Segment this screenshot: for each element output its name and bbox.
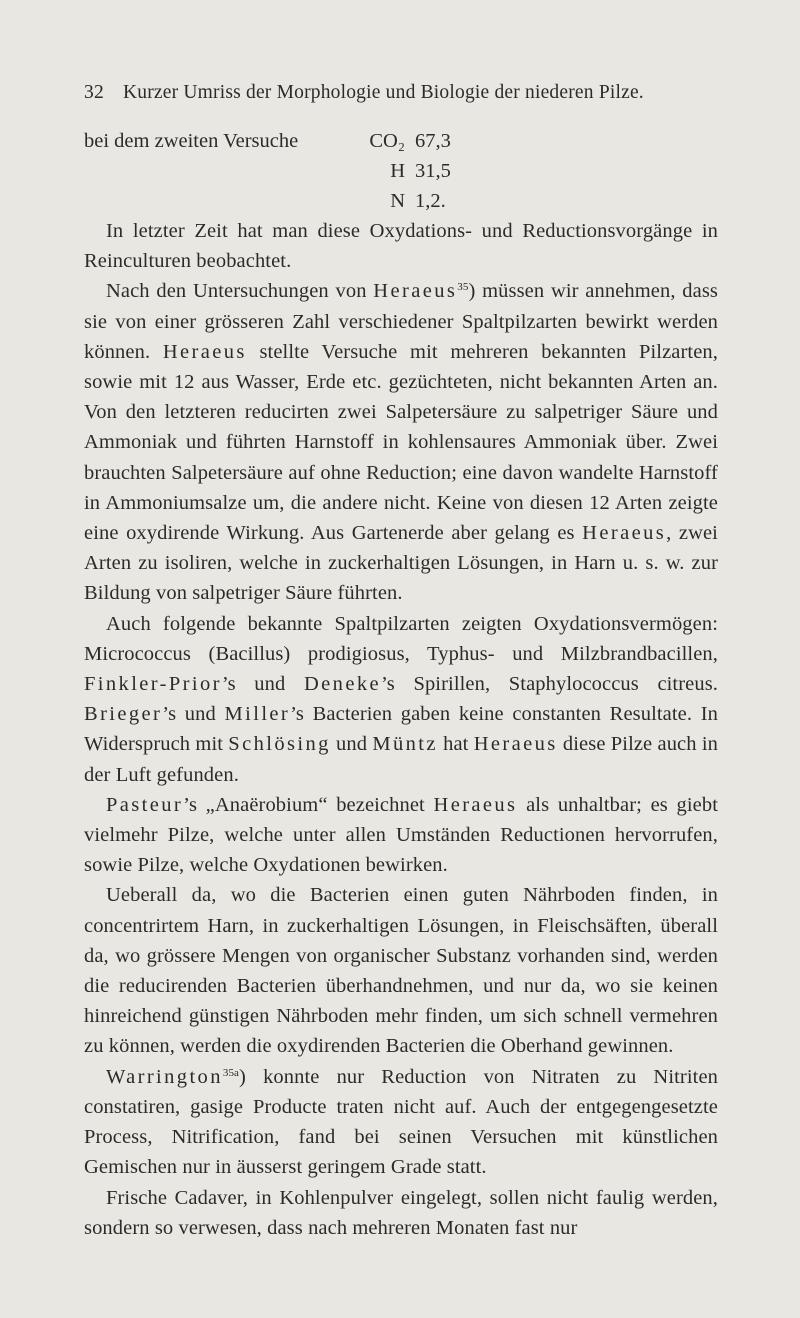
text-run: ’s und <box>162 703 225 726</box>
composition-symbol: N <box>390 190 405 212</box>
paragraph-1: In letzter Zeit hat man diese Oxydations- und Reductionsvorgänge in Reinculturen beobachtet. <box>84 220 718 273</box>
page-number: 32 <box>84 82 104 103</box>
text-run: als unhaltbar; es giebt vielmehr Pilze, welche unter allen Umständen Reductionen hervorrufen, sowie Pilze, welche Oxydationen bewirken. <box>84 793 718 877</box>
text-run: diese Pilze auch in der Luft gefunden. <box>84 733 718 786</box>
text-run: ’s „Anaërobium“ bezeichnet <box>183 793 434 816</box>
text-run: ’s Bacterien gaben keine constanten Resultate. In Widerspruch mit <box>84 703 719 756</box>
text-run: stellte Versuche mit mehreren bekannten Pilzarten, sowie mit 12 aus Wasser, Erde etc. gezüchteten, nicht bekannten Arten an. Von den letzteren reducirten zwei Salpetersäure zu salpetriger Säure und Ammoniak und führten Harnstoff in kohlensaures Ammoniak über. Zwei brauchten Salpetersäure auf ohne Reduction; eine davon wandelte Harnstoff in Ammoniumsalze um, die andere nicht. Keine von diesen 12 Arten zeigte eine oxydirende Wirkung. Aus Gartenerde aber gelang es <box>84 340 718 545</box>
footnote-ref: 35a <box>222 1066 240 1079</box>
author-name: Schlösing <box>228 733 331 756</box>
composition-row <box>84 126 718 156</box>
paragraph-4 <box>84 790 718 881</box>
composition-value: 31,5 <box>415 160 451 182</box>
text-run: ’s Spirillen, Staphylococcus citreus. <box>380 673 719 696</box>
author-name: Miller <box>224 703 291 726</box>
paragraph-2 <box>84 276 718 608</box>
text-run: hat <box>437 733 474 756</box>
text-run: , zwei Arten zu isoliren, welche in zuckerhaltigen Lösungen, in Harn u. s. w. zur Bildung von salpetriger Säure führten. <box>84 522 718 605</box>
page-body <box>84 126 718 1243</box>
author-name: Heraeus <box>473 733 558 756</box>
composition-row <box>84 186 718 216</box>
composition-table <box>84 126 718 216</box>
author-name: Finkler-Prior <box>84 673 222 696</box>
paragraph-3 <box>84 609 718 790</box>
author-name: Heraeus <box>373 280 458 303</box>
paragraph-5: Ueberall da, wo die Bacterien einen guten Nährboden finden, in concentrirtem Harn, in zuckerhaltigen Lösungen, in Fleischsäften, überall da, wo grössere Mengen von organischer Substanz vorhanden sind, werden die reducirenden Bacterien überhandnehmen, und nur da, wo sie keinen hinreichend günstigen Nährboden mehr finden, um sich schnell vermehren zu können, werden die oxydirenden Bacterien die Oberhand gewinnen. <box>84 884 718 1058</box>
text-run: ) müssen wir annehmen, dass sie von einer grösseren Zahl verschiedener Spaltpilzarten bewirkt werden können. <box>84 280 718 363</box>
author-name: Brieger <box>84 703 163 726</box>
composition-value: 1,2. <box>415 190 446 212</box>
composition-intro: bei dem zweiten Versuche <box>84 130 299 152</box>
footnote-ref: 35 <box>457 281 469 294</box>
author-name: Warrington <box>106 1065 223 1088</box>
author-name: Heraeus <box>582 522 667 545</box>
author-name: Deneke <box>303 673 381 696</box>
composition-value: 67,3 <box>415 130 451 152</box>
running-header <box>84 82 704 104</box>
text-run: Nach den Untersuchungen von <box>106 280 374 303</box>
text-run: ) konnte nur Reduction von Nitraten zu Nitriten constatiren, gasige Producte traten nicht auf. Auch der entgegengesetzte Process, Nitrification, fand bei seinen Versuchen mit künstlichen Gemischen nur in äusserst geringem Grade statt. <box>84 1065 718 1179</box>
composition-symbol: H <box>390 160 405 182</box>
paragraph-7: Frische Cadaver, in Kohlenpulver eingelegt, sollen nicht faulig werden, sondern so verwesen, dass nach mehreren Monaten fast nur <box>84 1186 718 1239</box>
composition-row <box>84 156 718 186</box>
author-name: Pasteur <box>106 793 184 816</box>
composition-symbol: CO₂ <box>369 130 405 152</box>
author-name: Heraeus <box>162 340 247 363</box>
text-run: und <box>330 733 373 756</box>
paragraph-6 <box>84 1062 718 1183</box>
running-title: Kurzer Umriss der Morphologie und Biologie der niederen Pilze. <box>122 82 644 103</box>
text-run: Auch folgende bekannte Spaltpilzarten zeigten Oxydationsvermögen: Micrococcus (Bacillus) prodigiosus, Typhus- und Milzbrandbacillen, <box>84 612 718 665</box>
text-run: ’s und <box>221 673 304 696</box>
author-name: Müntz <box>372 733 438 756</box>
author-name: Heraeus <box>433 793 518 816</box>
